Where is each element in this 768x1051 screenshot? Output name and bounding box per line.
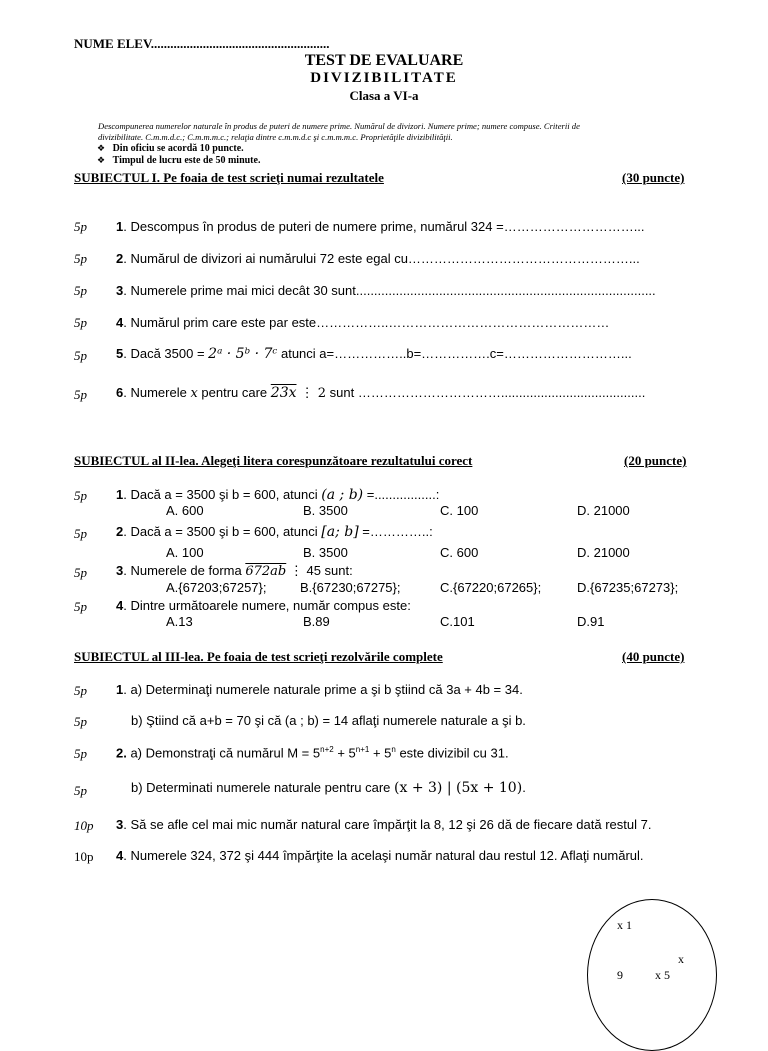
section-3-item-3: 3. Să se afle cel mai mic număr natural care împărţit la 8, 12 şi 26 dă de fiecare dată restul 7. [116,817,652,832]
section-1-item-5: 5. Dacă 3500 = 2ᵃ · 5ᵇ · 7ᶜ atunci a=……………..b=…………….c=………………………... [116,346,632,362]
item-points: 5p [74,488,87,503]
option-c: C.101 [440,614,475,629]
option-d: D. 21000 [577,503,630,518]
section-3-item-1a: 1. a) Determinaţi numerele naturale prime a şi b ştiind că 3a + 4b = 34. [116,682,523,697]
circle-label: x [678,952,684,966]
bullet-text: Din oficiu se acordă 10 puncte. [112,143,244,154]
circle-label: x 1 [617,918,632,932]
section-1-item-6: 6. Numerele x pentru care 23x ⋮ 2 sunt ……………………………........................................ [116,385,646,401]
option-a: A. 600 [166,503,204,518]
section-3-item-1b: b) Ştiind că a+b = 70 şi că (a ; b) = 14 aflaţi numerele naturale a şi b. [131,713,526,728]
circle-label: x 5 [655,968,670,982]
section-2-item-1: 1. Dacă a = 3500 şi b = 600, atunci (a ; b) =.................: [116,487,440,503]
section-1-item-4: 4. Numărul prim care este par este……………..…………………………………………… [116,315,610,330]
item-points: 5p [74,746,87,761]
option-a: A.{67203;67257}; [166,580,267,595]
option-b: B. 3500 [303,545,348,560]
section-1-item-1: 1. Descompus în produs de puteri de numere prime, numărul 324 =…………………………... [116,219,645,234]
option-c: C. 100 [440,503,479,518]
section-1-points: (30 puncte) [622,170,685,185]
option-b: B.{67230;67275}; [300,580,401,595]
item-points: 5p [74,283,87,298]
section-2-points: (20 puncte) [624,453,687,468]
option-d: D. 21000 [577,545,630,560]
item-points: 5p [74,348,87,363]
item-points: 5p [74,599,87,614]
item-points: 5p [74,251,87,266]
info-bullet-2 [97,155,260,166]
section-1-item-2: 2. Numărul de divizori ai numărului 72 este egal cu……………………………………………... [116,251,640,266]
item-points: 10p [74,849,94,864]
section-3-item-2a: 2. a) Demonstraţi că numărul $M = 5^{n+2} + 5^{n+1} + 5^n$ este divizibil cu 31. [116,745,509,761]
option-a: A. 100 [166,545,204,560]
section-2-item-4: 4. Dintre următoarele numere, număr compus este: [116,598,411,613]
topics-line-1: Descompunerea numerelor naturale în produs de puteri de numere prime. Numărul de divizori. Numere prime; numere compuse. Criterii de [98,121,580,131]
item-points: 5p [74,387,87,402]
test-subtitle: DIVIZIBILITATE [310,70,458,86]
option-b: B.89 [303,614,330,629]
section-2-item-2: 2. Dacă a = 3500 şi b = 600, atunci [a; b] =…………..: [116,524,433,540]
test-title: TEST DE EVALUARE [304,52,464,69]
item-points: 5p [74,526,87,541]
option-c: C.{67220;67265}; [440,580,542,595]
item-points: 5p [74,683,87,698]
item-points: 5p [74,219,87,234]
item-points: 5p [74,565,87,580]
item-points: 5p [74,714,87,729]
option-d: D.91 [577,614,605,629]
circle-label: 9 [617,968,623,982]
bullet-text: Timpul de lucru este de 50 minute. [112,155,261,166]
student-name-line: NUME ELEV....................................................... [74,36,330,51]
overlined-number: 672ab [245,564,287,579]
topics-line-2: divizibilitate. C.m.m.d.c.; C.m.m.m.c.; relaţia dintre c.m.m.d.c şi c.m.m.m.c. Proprietăţile divizibilităţii. [98,132,453,142]
option-a: A.13 [166,614,193,629]
option-c: C. 600 [440,545,479,560]
item-points: 10p [74,818,94,833]
section-1-title: SUBIECTUL I. Pe foaia de test scrieţi numai rezultatele [74,170,384,185]
item-points: 5p [74,315,87,330]
section-3-points: (40 puncte) [622,649,685,664]
bullet-icon: ❖ [97,156,106,166]
section-3-item-2b: b) Determinati numerele naturale pentru care (x + 3) | (5x + 10). [131,780,526,796]
section-3-item-4: 4. Numerele 324, 372 şi 444 împărţite la acelaşi număr natural dau restul 12. Aflaţi numărul. [116,848,644,863]
item-points: 5p [74,783,87,798]
section-1-item-3: 3. Numerele prime mai mici decât 30 sunt................................................................................... [116,283,656,298]
divisibility-expression: (x + 3) | (5x + 10) [394,780,523,796]
info-bullet-1 [97,143,244,154]
power-expression: 2ᵃ · 5ᵇ · 7ᶜ [208,346,278,362]
section-2-title: SUBIECTUL al II-lea. Alegeţi litera corespunzătoare rezultatului corect [74,453,473,468]
overlined-number: 23x [270,385,297,401]
option-b: B. 3500 [303,503,348,518]
venn-circle [587,899,717,1051]
grade-label: Clasa a VI-a [349,88,419,103]
section-2-item-3: 3. Numerele de forma 672ab ⋮ 45 sunt: [116,563,353,579]
option-d: D.{67235;67273}; [577,580,679,595]
section-3-title: SUBIECTUL al III-lea. Pe foaia de test scrieţi rezolvările complete [74,649,443,664]
bullet-icon: ❖ [97,144,106,154]
